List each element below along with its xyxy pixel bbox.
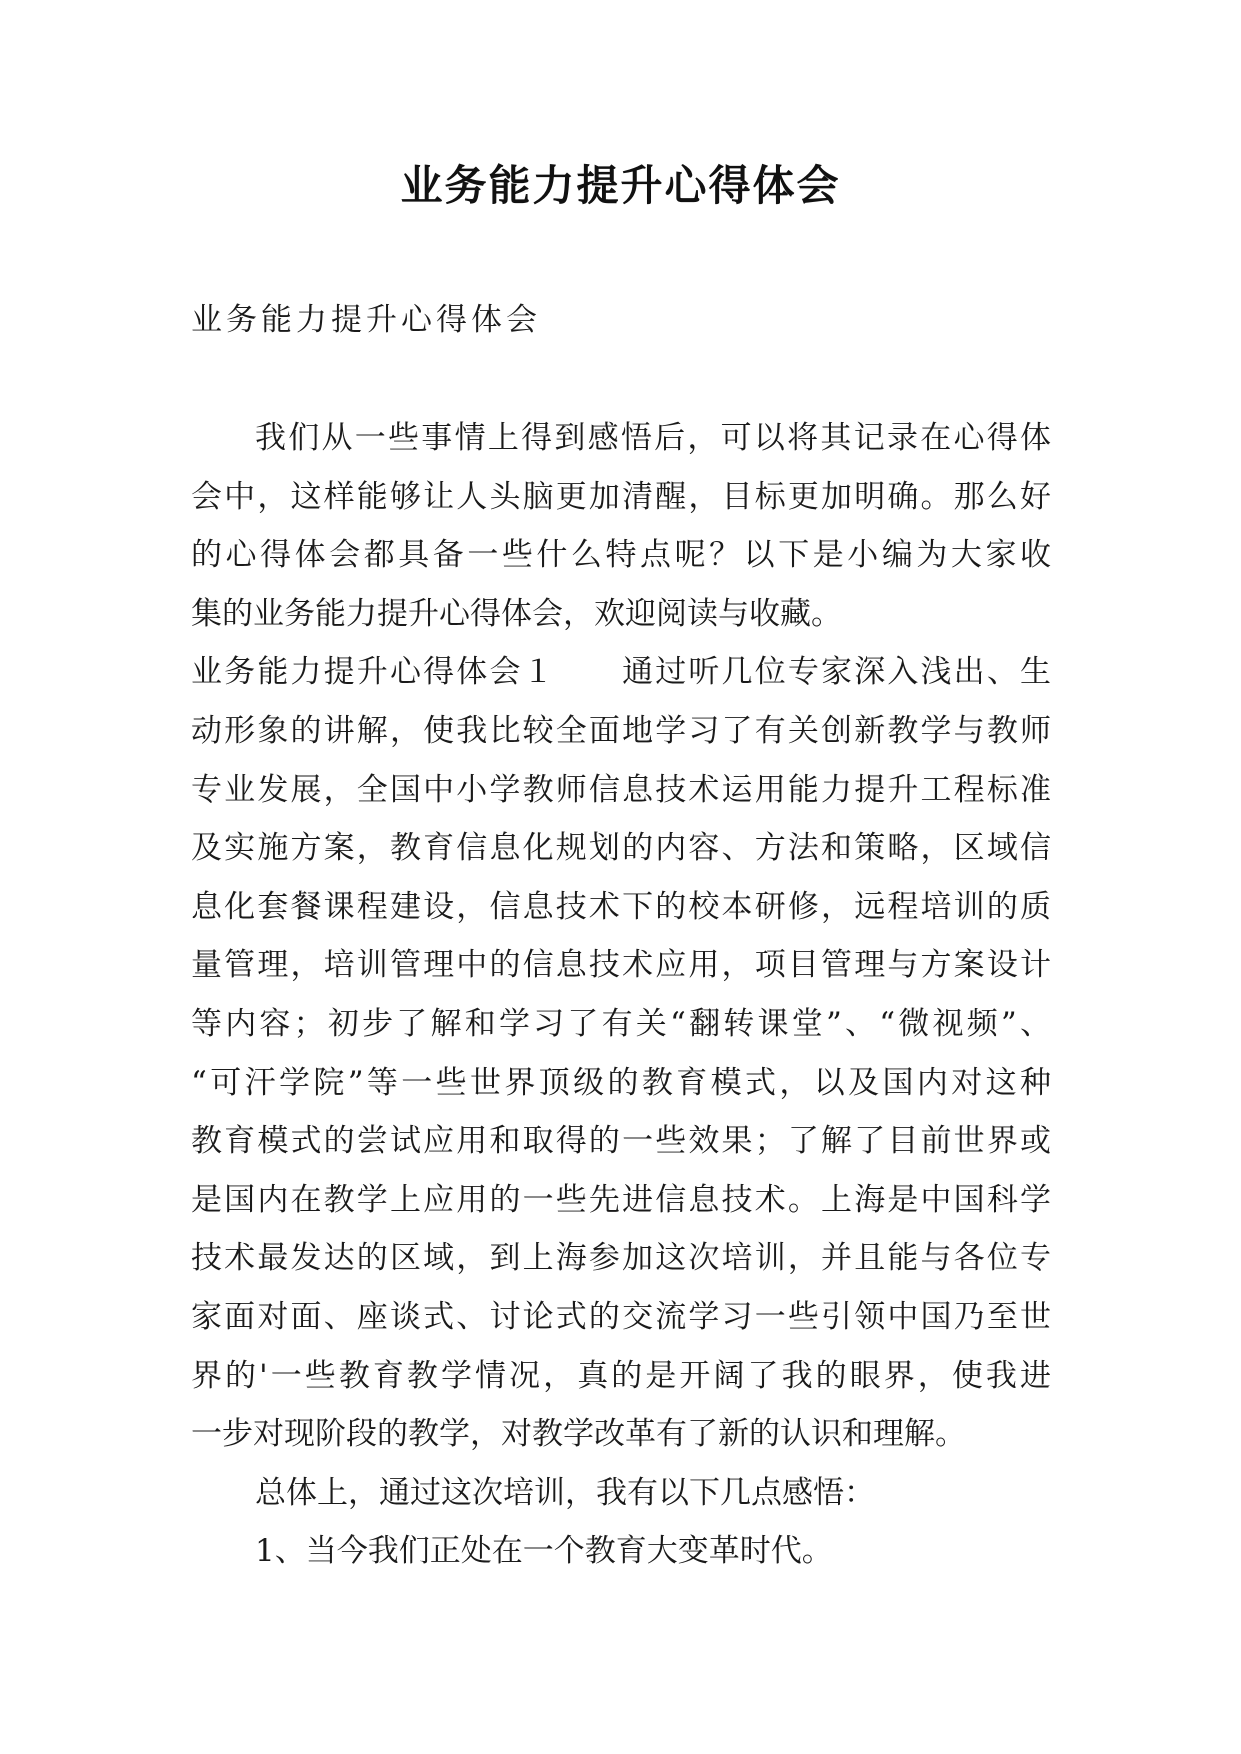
body-line: 我们从一些事情上得到感悟后，可以将其记录在心得体 bbox=[255, 420, 1051, 456]
body-line: 专业发展，全国中小学教师信息技术运用能力提升工程标准 bbox=[191, 771, 1051, 808]
body-line: 量管理，培训管理中的信息技术应用，项目管理与方案设计 bbox=[191, 947, 1051, 984]
body-line: 一步对现阶段的教学，对教学改革有了新的认识和理解。 bbox=[191, 1416, 966, 1453]
body-line: 技术最发达的区域，到上海参加这次培训，并且能与各位专 bbox=[191, 1240, 1051, 1277]
body-line: 等内容；初步了解和学习了有关“翻转课堂”、“微视频”、 bbox=[191, 1005, 1051, 1042]
body-line: 教育模式的尝试应用和取得的一些效果；了解了目前世界或 bbox=[191, 1123, 1051, 1160]
document-subtitle: 业务能力提升心得体会 bbox=[191, 302, 541, 338]
document-title: 业务能力提升心得体会 bbox=[400, 161, 841, 210]
body-line: 1、当今我们正处在一个教育大变革时代。 bbox=[255, 1533, 833, 1570]
body-line: 的心得体会都具备一些什么特点呢？以下是小编为大家收 bbox=[191, 537, 1051, 574]
body-line: 界的'一些教育教学情况，真的是开阔了我的眼界，使我进 bbox=[191, 1357, 1051, 1394]
body-line: 家面对面、座谈式、讨论式的交流学习一些引领中国乃至世 bbox=[191, 1298, 1051, 1335]
body-line: 息化套餐课程建设，信息技术下的校本研修，远程培训的质 bbox=[191, 888, 1051, 925]
document-body bbox=[191, 409, 1051, 1581]
body-line: 会中，这样能够让人头脑更加清醒，目标更加明确。那么好 bbox=[191, 478, 1051, 515]
body-line: 及实施方案，教育信息化规划的内容、方法和策略，区域信 bbox=[191, 830, 1051, 867]
body-line: 集的业务能力提升心得体会，欢迎阅读与收藏。 bbox=[191, 595, 842, 632]
body-line: 业务能力提升心得体会１ 通过听几位专家深入浅出、生 bbox=[191, 654, 1051, 691]
body-line: 总体上，通过这次培训，我有以下几点感悟： bbox=[255, 1474, 875, 1511]
body-line: “可汗学院”等一些世界顶级的教育模式，以及国内对这种 bbox=[191, 1064, 1051, 1101]
body-line: 动形象的讲解，使我比较全面地学习了有关创新教学与教师 bbox=[191, 712, 1051, 749]
body-line: 是国内在教学上应用的一些先进信息技术。上海是中国科学 bbox=[191, 1181, 1051, 1218]
